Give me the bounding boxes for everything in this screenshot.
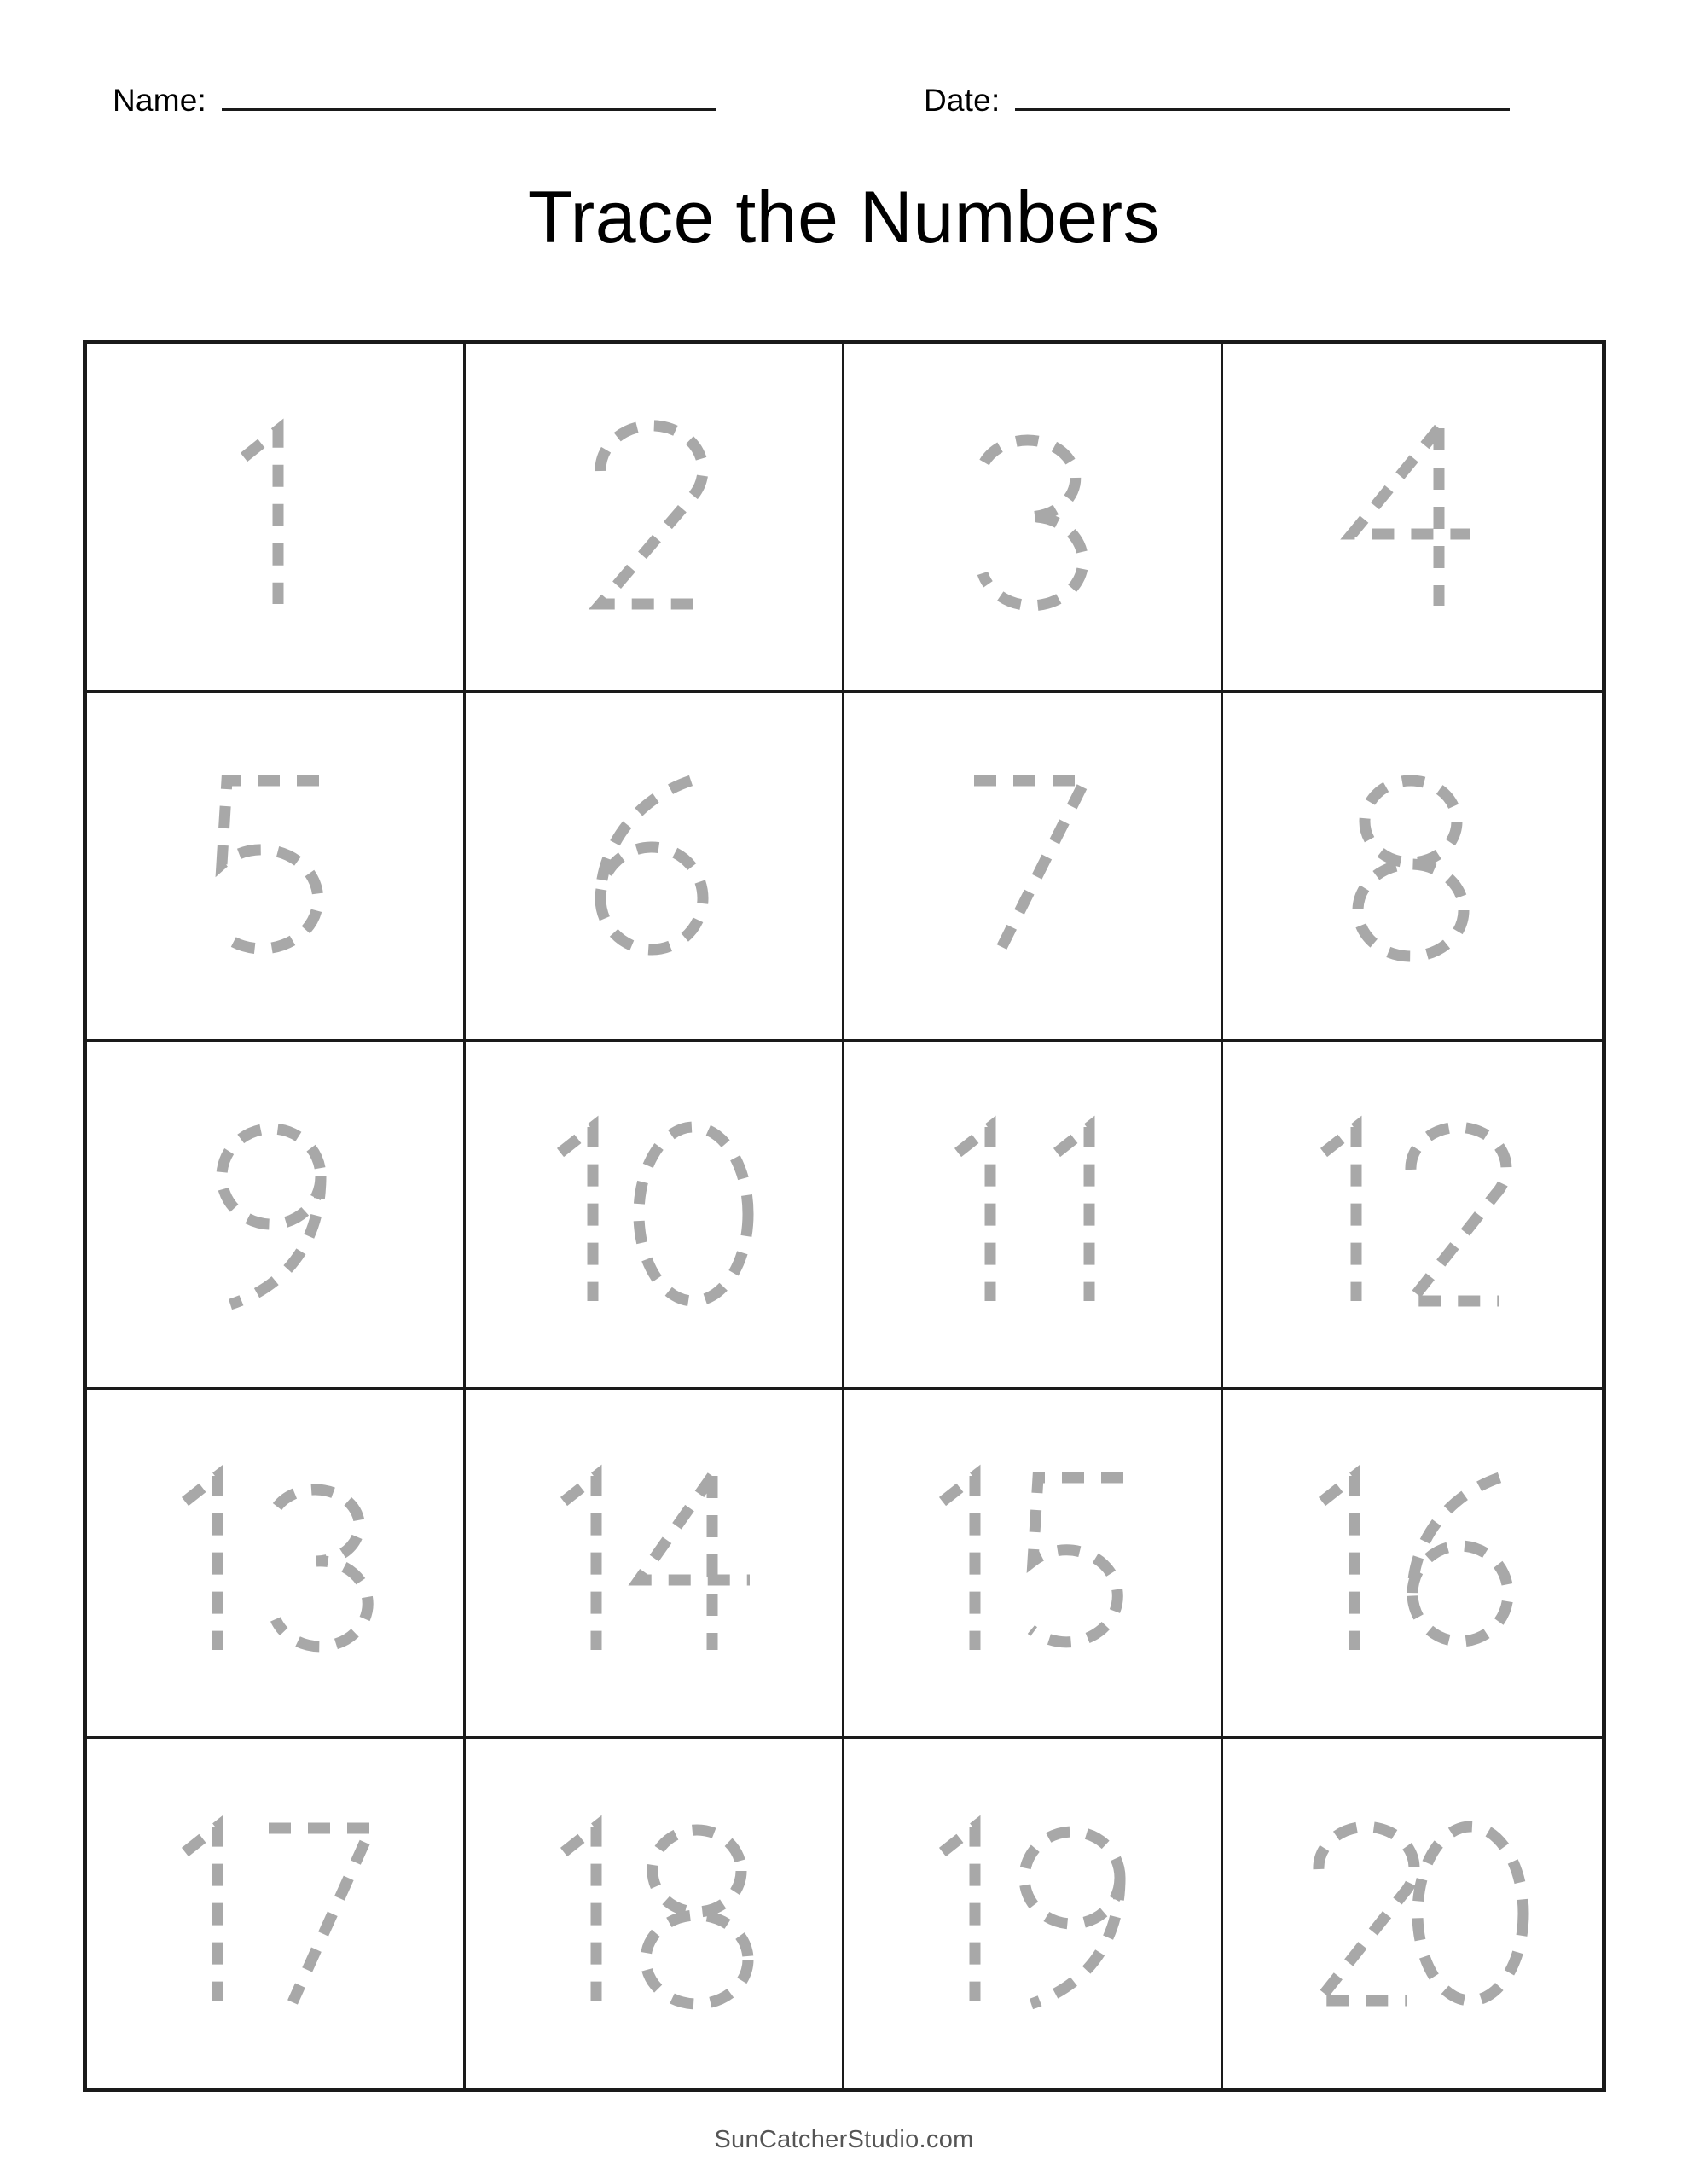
trace-number-10 — [526, 1103, 782, 1325]
trace-number-9 — [177, 1103, 374, 1325]
trace-cell[interactable] — [87, 1390, 466, 1739]
trace-cell[interactable] — [844, 1390, 1223, 1739]
trace-number-11 — [905, 1103, 1161, 1325]
trace-number-7 — [935, 755, 1131, 977]
trace-number-4 — [1314, 406, 1511, 628]
trace-cell[interactable] — [844, 344, 1223, 693]
trace-number-16 — [1285, 1452, 1540, 1674]
trace-cell[interactable] — [466, 1739, 844, 2088]
trace-number-6 — [556, 755, 752, 977]
header-fields — [0, 67, 1688, 118]
date-field[interactable] — [924, 84, 1510, 118]
trace-cell[interactable] — [1223, 1042, 1602, 1391]
trace-number-17 — [148, 1803, 403, 2024]
trace-cell[interactable] — [1223, 1739, 1602, 2088]
trace-number-3 — [935, 406, 1131, 628]
trace-cell[interactable] — [844, 693, 1223, 1042]
footer-credit: SunCatcherStudio.com — [714, 2126, 974, 2153]
trace-number-13 — [148, 1452, 403, 1674]
trace-cell[interactable] — [466, 344, 844, 693]
trace-cell[interactable] — [844, 1042, 1223, 1391]
trace-cell[interactable] — [1223, 344, 1602, 693]
trace-cell[interactable] — [844, 1739, 1223, 2088]
trace-number-12 — [1285, 1103, 1540, 1325]
trace-cell[interactable] — [1223, 1390, 1602, 1739]
trace-number-20 — [1285, 1803, 1540, 2024]
trace-cell[interactable] — [466, 1042, 844, 1391]
trace-number-2 — [556, 406, 752, 628]
date-write-line[interactable] — [1015, 108, 1510, 111]
trace-grid — [83, 340, 1606, 2092]
name-label: Name: — [113, 83, 206, 118]
trace-number-18 — [526, 1803, 782, 2024]
trace-cell[interactable] — [87, 344, 466, 693]
name-field[interactable] — [113, 84, 716, 118]
trace-number-8 — [1314, 755, 1511, 977]
trace-cell[interactable] — [466, 1390, 844, 1739]
date-label: Date: — [923, 83, 1001, 118]
trace-number-5 — [177, 755, 374, 977]
trace-number-1 — [177, 406, 374, 628]
trace-number-19 — [905, 1803, 1161, 2024]
page-title: Trace the Numbers — [527, 177, 1161, 258]
trace-cell[interactable] — [87, 1042, 466, 1391]
trace-cell[interactable] — [87, 1739, 466, 2088]
trace-cell[interactable] — [1223, 693, 1602, 1042]
trace-cell[interactable] — [87, 693, 466, 1042]
trace-number-15 — [905, 1452, 1161, 1674]
name-write-line[interactable] — [222, 108, 716, 111]
trace-number-14 — [526, 1452, 782, 1674]
trace-cell[interactable] — [466, 693, 844, 1042]
